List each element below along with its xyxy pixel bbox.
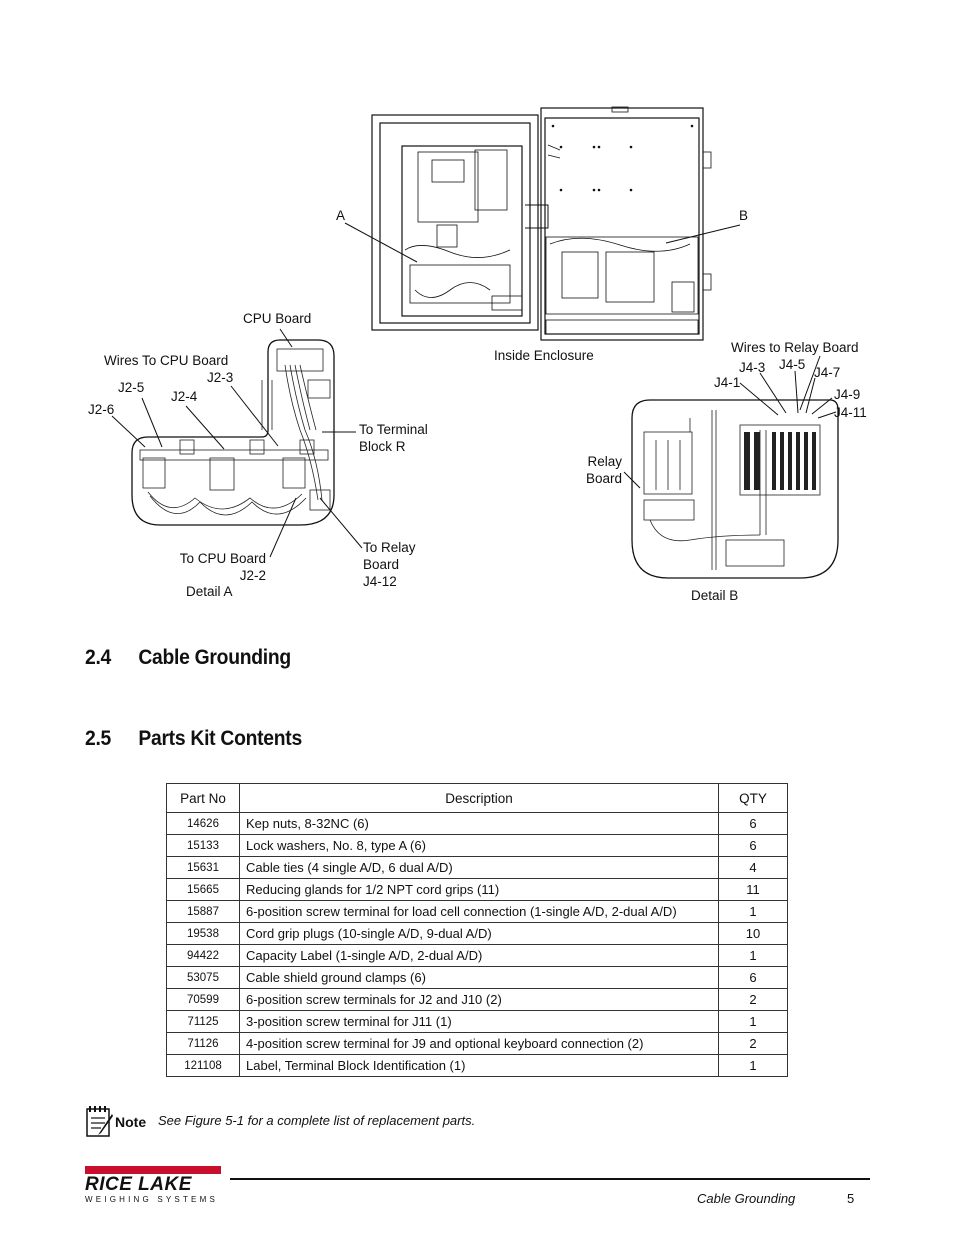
section-title: Parts Kit Contents [138,727,302,750]
table-row [167,1055,788,1077]
table-row [167,945,788,967]
header-description: Description [240,784,719,813]
detail-a-caption: Detail A [186,584,233,599]
to-cpu-label [174,551,266,584]
j2-3-label: J2-3 [207,370,234,385]
qty-cell: 4 [719,857,788,879]
description-cell: Cord grip plugs (10-single A/D, 9-dual A/D) [240,923,719,945]
j4-7-label: J4-7 [814,365,841,380]
description-cell: Cable ties (4 single A/D, 6 dual A/D) [240,857,719,879]
part-number-cell: 15887 [167,901,240,923]
qty-cell: 1 [719,1055,788,1077]
part-number-cell: 94422 [167,945,240,967]
page-number: 5 [847,1191,855,1206]
logo-main-text: RICE LAKE [85,1174,192,1195]
part-number-cell: 15665 [167,879,240,901]
table-row [167,835,788,857]
table-row [167,923,788,945]
to-cpu-line1: To CPU Board [179,551,266,566]
to-terminal-line2: Block R [359,439,406,454]
j2-5-label: J2-5 [118,380,145,395]
to-relay-label [363,540,416,590]
callout-a: A [336,208,346,223]
wires-to-cpu-board-label: Wires To CPU Board [104,353,229,368]
to-terminal-label [359,422,428,455]
to-relay-line1: To Relay [363,540,416,555]
qty-cell: 1 [719,901,788,923]
part-number-cell: 71125 [167,1011,240,1033]
table-row [167,1033,788,1055]
relay-board-label [582,454,622,487]
description-cell: 4-position screw terminal for J9 and optional keyboard connection (2) [240,1033,719,1055]
description-cell: 3-position screw terminal for J11 (1) [240,1011,719,1033]
j4-3-label: J4-3 [739,360,766,375]
description-cell: 6-position screw terminals for J2 and J10 (2) [240,989,719,1011]
notepad-icon [85,1105,115,1139]
j2-6-label: J2-6 [88,402,115,417]
j4-1-label: J4-1 [714,375,741,390]
description-cell: Lock washers, No. 8, type A (6) [240,835,719,857]
part-number-cell: 70599 [167,989,240,1011]
part-number-cell: 14626 [167,813,240,835]
inside-enclosure-caption: Inside Enclosure [494,348,594,363]
description-cell: Reducing glands for 1/2 NPT cord grips (11) [240,879,719,901]
footer-rule [230,1178,870,1180]
logo-sub-text: WEIGHING SYSTEMS [85,1195,218,1204]
section-number: 2.5 [85,727,112,750]
note-label: Note [115,1114,147,1130]
rice-lake-logo [85,1166,221,1204]
part-number-cell: 53075 [167,967,240,989]
detail-b-caption: Detail B [691,588,739,603]
relay-board-line1: Relay [587,454,622,469]
j4-5-label: J4-5 [779,357,806,372]
table-row [167,989,788,1011]
part-number-cell: 121108 [167,1055,240,1077]
table-header-row [167,784,788,813]
to-cpu-line2: J2-2 [239,568,266,583]
qty-cell: 2 [719,989,788,1011]
section-number: 2.4 [85,646,112,669]
cpu-board-label: CPU Board [243,311,312,326]
table-row [167,857,788,879]
part-number-cell: 15133 [167,835,240,857]
section-title: Cable Grounding [138,646,291,669]
description-cell: 6-position screw terminal for load cell connection (1-single A/D, 2-dual A/D) [240,901,719,923]
to-terminal-line1: To Terminal [359,422,428,437]
note-text: See Figure 5-1 for a complete list of replacement parts. [158,1113,476,1128]
to-relay-line3: J4-12 [363,574,397,589]
footer-section-title: Cable Grounding [697,1191,796,1206]
qty-cell: 11 [719,879,788,901]
description-cell: Cable shield ground clamps (6) [240,967,719,989]
qty-cell: 2 [719,1033,788,1055]
part-number-cell: 15631 [167,857,240,879]
wires-to-relay-board-label: Wires to Relay Board [731,340,859,355]
relay-board-line2: Board [585,471,622,486]
description-cell: Kep nuts, 8-32NC (6) [240,813,719,835]
description-cell: Capacity Label (1-single A/D, 2-dual A/D) [240,945,719,967]
qty-cell: 1 [719,1011,788,1033]
section-heading-cable-grounding [85,646,291,670]
part-number-cell: 71126 [167,1033,240,1055]
parts-kit-table [166,783,788,1077]
header-qty: QTY [719,784,788,813]
part-number-cell: 19538 [167,923,240,945]
table-row [167,813,788,835]
qty-cell: 10 [719,923,788,945]
table-row [167,901,788,923]
qty-cell: 6 [719,813,788,835]
description-cell: Label, Terminal Block Identification (1) [240,1055,719,1077]
callout-b: B [739,208,749,223]
header-part-no: Part No [167,784,240,813]
j2-4-label: J2-4 [171,389,198,404]
qty-cell: 6 [719,967,788,989]
table-row [167,967,788,989]
j4-9-label: J4-9 [834,387,861,402]
j4-11-label: J4-11 [834,405,867,420]
to-relay-line2: Board [363,557,400,572]
qty-cell: 6 [719,835,788,857]
table-row [167,879,788,901]
section-heading-parts-kit [85,727,302,751]
table-row [167,1011,788,1033]
qty-cell: 1 [719,945,788,967]
